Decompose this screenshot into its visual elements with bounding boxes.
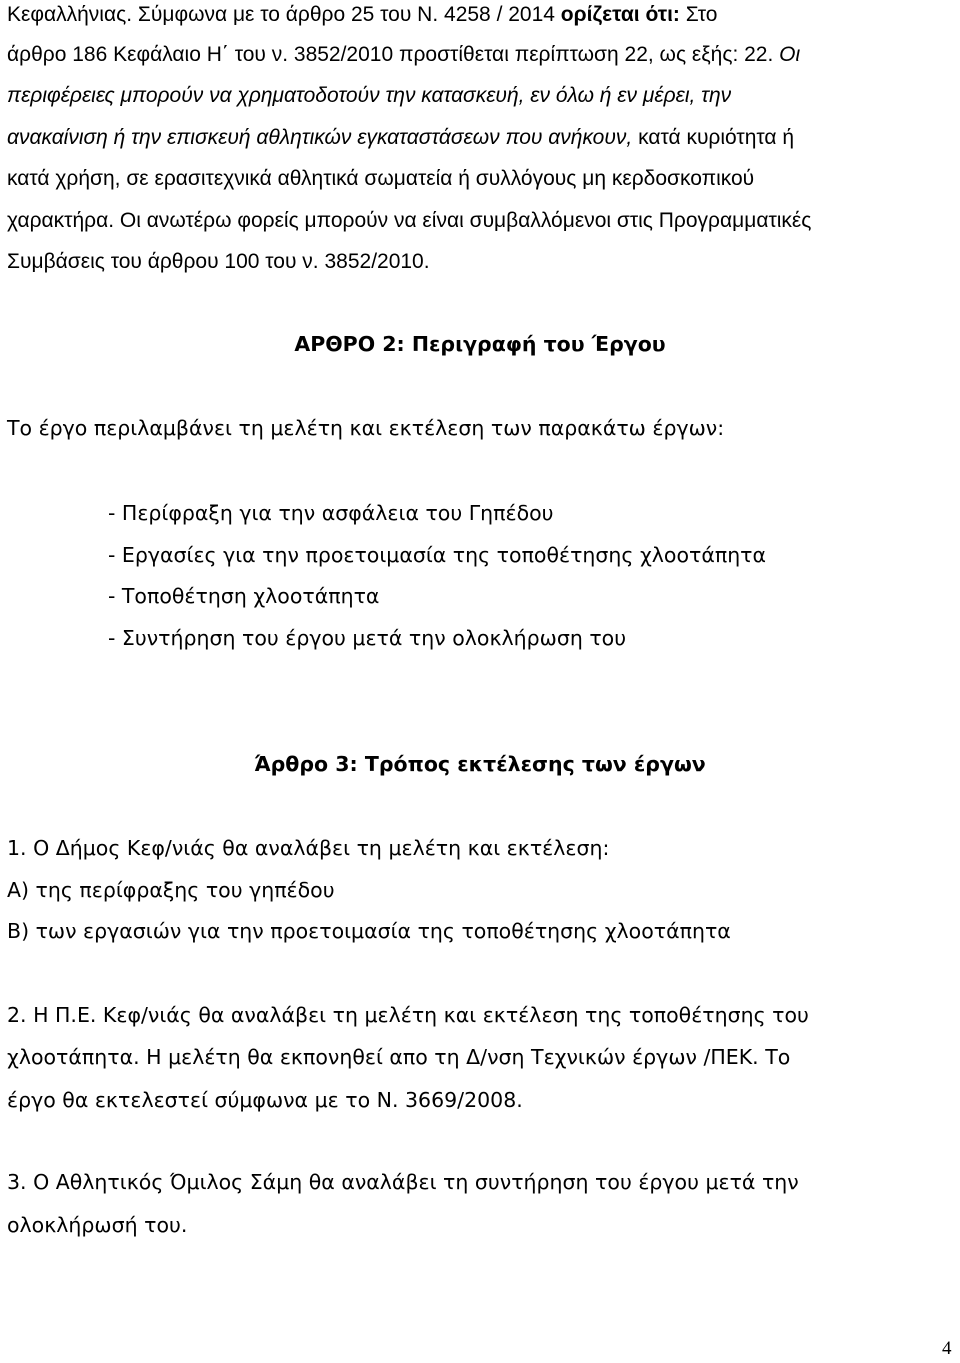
article-2-heading: ΑΡΘΡΟ 2: Περιγραφή του Έργου <box>294 332 666 356</box>
list-item: - Τοποθέτηση χλοοτάπητα <box>108 584 380 608</box>
intro-line-7: Συμβάσεις του άρθρου 100 του ν. 3852/2010. <box>7 250 430 273</box>
article-3-point-2-line-1: 2. Η Π.Ε. Κεφ/νιάς θα αναλάβει τη μελέτη και εκτέλεση της τοποθέτησης του <box>7 1003 809 1027</box>
intro-line-1-text: Κεφαλλήνιας. Σύμφωνα με το άρθρο 25 του Ν. 4258 / 2014 <box>7 3 561 26</box>
intro-line-3: περιφέρειες μπορούν να χρηματοδοτούν την κατασκευή, εν όλω ή εν μέρει, την <box>7 84 732 107</box>
page-number: 4 <box>942 1338 952 1359</box>
article-3-heading: Άρθρο 3: Τρόπος εκτέλεσης των έργων <box>254 752 706 776</box>
list-item: - Περίφραξη για την ασφάλεια του Γηπέδου <box>108 501 554 525</box>
intro-line-6: χαρακτήρα. Οι ανωτέρω φορείς μπορούν να είναι συμβαλλόμενοι στις Προγραμματικές <box>7 209 812 232</box>
intro-line-1 <box>7 3 717 27</box>
article-2-intro: Το έργο περιλαμβάνει τη μελέτη και εκτέλεση των παρακάτω έργων: <box>7 416 725 440</box>
article-3-point-3-line-2: ολοκλήρωσή του. <box>7 1213 188 1237</box>
article-3-point-2-line-2: χλοοτάπητα. Η μελέτη θα εκπονηθεί απο τη Δ/νση Τεχνικών έργων /ΠΕΚ. Το <box>7 1045 791 1069</box>
intro-line-1-tail: Στο <box>679 3 718 26</box>
intro-line-4-italic: ανακαίνιση ή την επισκευή αθλητικών εγκαταστάσεων που ανήκουν, <box>7 126 633 149</box>
list-item: - Εργασίες για την προετοιμασία της τοποθέτησης χλοοτάπητα <box>108 543 767 567</box>
intro-emphasis: ορίζεται ότι: <box>560 3 680 26</box>
article-3-point-1a: Α) της περίφραξης του γηπέδου <box>7 878 335 902</box>
article-3-point-2-line-3: έργο θα εκτελεστεί σύμφωνα με το Ν. 3669/2008. <box>7 1088 523 1112</box>
article-3-point-3-line-1: 3. Ο Αθλητικός Όμιλος Σάμη θα αναλάβει τη συντήρηση του έργου μετά την <box>7 1170 799 1194</box>
article-3-point-1: 1. Ο Δήμος Κεφ/νιάς θα αναλάβει τη μελέτη και εκτέλεση: <box>7 836 610 860</box>
intro-line-4 <box>7 126 794 150</box>
intro-line-2-italic: Οι <box>779 43 801 66</box>
intro-line-4-text: κατά κυριότητα ή <box>632 126 795 149</box>
article-3-point-1b: Β) των εργασιών για την προετοιμασία της τοποθέτησης χλοοτάπητα <box>7 919 731 943</box>
intro-line-5: κατά χρήση, σε ερασιτεχνικά αθλητικά σωματεία ή συλλόγους μη κερδοσκοπικού <box>7 167 755 190</box>
intro-line-2-text: άρθρο 186 Κεφάλαιο Η΄ του ν. 3852/2010 προστίθεται περίπτωση 22, ως εξής: 22. <box>7 43 780 66</box>
intro-line-2 <box>7 43 800 67</box>
list-item: - Συντήρηση του έργου μετά την ολοκλήρωση του <box>108 626 627 650</box>
